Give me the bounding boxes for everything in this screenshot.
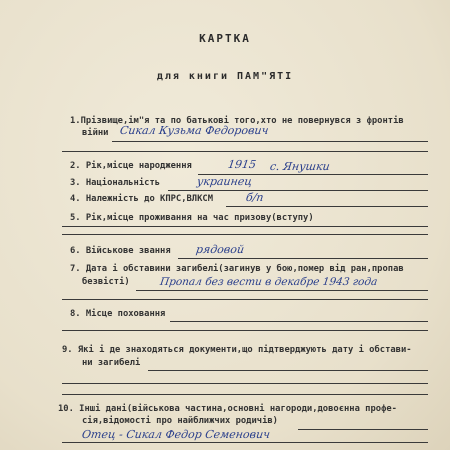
field-3-value: украинец	[196, 175, 253, 188]
card-subtitle: для книги ПАМ"ЯТІ	[156, 71, 294, 82]
field-7-underline-2	[62, 299, 428, 300]
field-9-underline	[148, 370, 428, 371]
field-5-underline-2	[62, 234, 428, 235]
field-5-label: 5. Рік,місце проживання на час призову(вступу)	[70, 213, 314, 223]
field-10-value: Отец - Сикал Федор Семенович	[81, 428, 271, 441]
field-4-value: б/п	[245, 191, 265, 204]
field-8-underline	[170, 321, 428, 322]
field-7-label: 7. Дата і обставини загибелі(загинув у бою,помер від ран,пропав	[70, 264, 404, 274]
field-5-underline	[62, 226, 428, 227]
field-2-value-place: с. Янушки	[269, 160, 331, 173]
card-title: КАРТКА	[199, 32, 251, 45]
field-1-label-cont: війни	[82, 128, 109, 138]
field-10-underline	[298, 429, 428, 430]
field-6-label: 6. Військове звання	[70, 246, 171, 256]
field-2-value-year: 1915	[227, 158, 257, 171]
field-8-label: 8. Місце поховання	[70, 309, 166, 319]
field-10-label: 10. Інші дані(військова частина,основні нагороди,довоєнна профе-	[58, 404, 397, 414]
field-1-underline-2	[62, 151, 428, 152]
field-7-value: Пропал без вести в декабре 1943 года	[159, 276, 379, 288]
field-8-underline-2	[62, 330, 428, 331]
field-3-underline	[168, 190, 428, 191]
field-6-value: рядовой	[195, 243, 245, 256]
field-1-underline	[112, 141, 428, 142]
field-10-label-cont: сія,відомості про найближчих родичів)	[82, 416, 278, 426]
field-10-underline-2	[62, 442, 428, 443]
field-7-underline	[136, 290, 428, 291]
field-2-label: 2. Рік,місце народження	[70, 161, 192, 171]
field-9-label-cont: ни загибелі	[82, 358, 141, 368]
field-6-underline	[178, 258, 428, 259]
field-1-value: Сикал Кузьма Федорович	[119, 124, 270, 137]
field-3-label: 3. Національність	[70, 178, 161, 188]
field-9-label: 9. Які і де знаходяться документи,що підтверджують дату і обстави-	[62, 345, 412, 355]
field-7-label-cont: безвісті)	[82, 277, 130, 287]
field-9-underline-2	[62, 383, 428, 384]
field-4-underline	[226, 206, 428, 207]
field-1-label: 1.Прізвище,ім"я та по батькові того,хто не повернувся з фронтів	[70, 116, 404, 126]
field-9-underline-3	[62, 394, 428, 395]
field-4-label: 4. Належність до КПРС,ВЛКСМ	[70, 194, 213, 204]
